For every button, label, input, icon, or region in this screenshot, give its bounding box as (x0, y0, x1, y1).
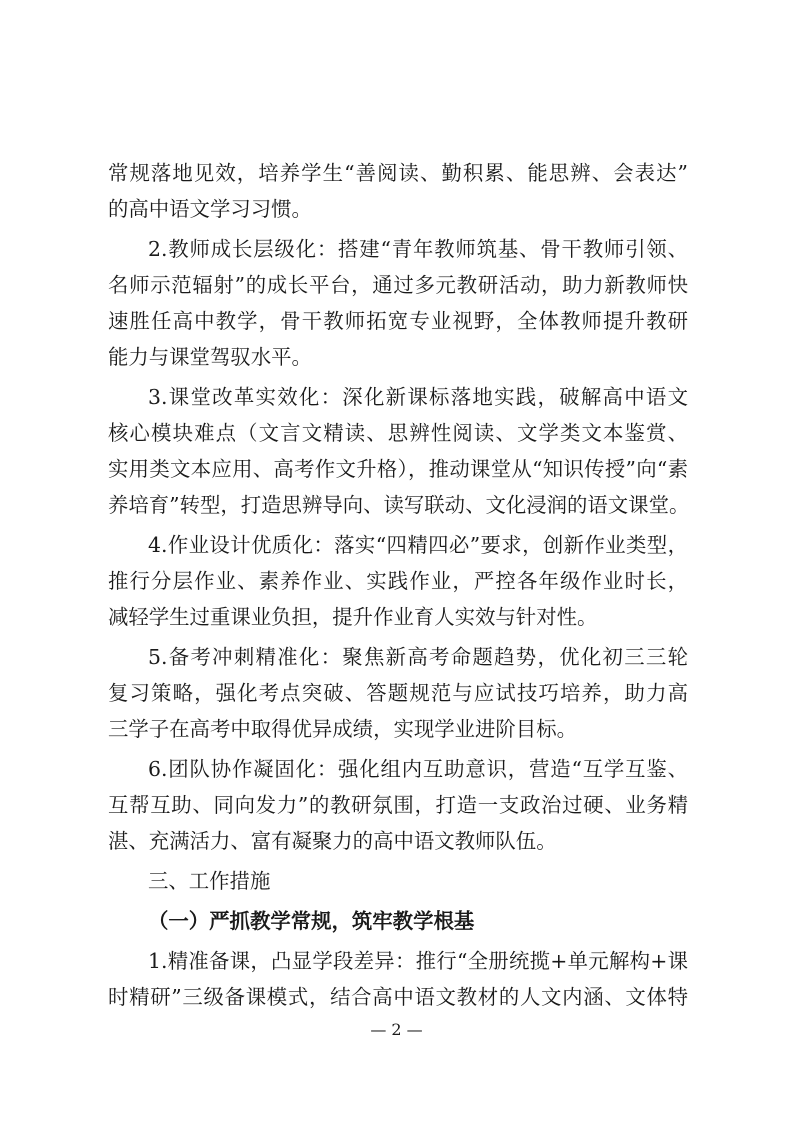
text-line: 6.团队协作凝固化：强化组内互助意识，营造“互学互鉴、 (148, 757, 688, 781)
text-line: （一）严抓教学常规，筑牢教学根基 (148, 909, 475, 933)
text-line: 时精研”三级备课模式，结合高中语文教材的人文内涵、文体特 (108, 985, 688, 1009)
text-line: 4.作业设计优质化：落实“四精四必”要求，创新作业类型， (148, 533, 688, 557)
text-line: 养培育”转型，打造思辨导向、读写联动、文化浸润的语文课堂。 (108, 493, 690, 517)
text-line: 减轻学生过重课业负担，提升作业育人实效与针对性。 (108, 605, 598, 629)
text-line: 能力与课堂驾驭水平。 (108, 345, 312, 369)
text-line: 湛、充满活力、富有凝聚力的高中语文教师队伍。 (108, 829, 557, 853)
text-line: 三、工作措施 (148, 869, 271, 893)
text-line: 5.备考冲刺精准化：聚焦新高考命题趋势，优化初三三轮 (148, 645, 688, 669)
text-line: 2.教师成长层级化：搭建“青年教师筑基、骨干教师引领、 (148, 237, 688, 261)
text-line: 速胜任高中教学，骨干教师拓宽专业视野，全体教师提升教研 (108, 309, 688, 333)
document-body (108, 155, 688, 1015)
page-number: — 2 — (370, 1020, 423, 1039)
text-line: 1.精准备课，凸显学段差异：推行“全册统揽+单元解构+课 (148, 949, 688, 973)
text-line: 复习策略，强化考点突破、答题规范与应试技巧培养，助力高 (108, 681, 688, 705)
text-line: 常规落地见效，培养学生“善阅读、勤积累、能思辨、会表达” (108, 161, 688, 185)
text-line: 3.课堂改革实效化：深化新课标落地实践，破解高中语文 (148, 385, 688, 409)
text-line: 的高中语文学习习惯。 (108, 197, 312, 221)
text-line: 核心模块难点（文言文精读、思辨性阅读、文学类文本鉴赏、 (108, 421, 688, 445)
text-line: 实用类文本应用、高考作文升格），推动课堂从“知识传授”向“素 (108, 457, 688, 481)
text-line: 名师示范辐射”的成长平台，通过多元教研活动，助力新教师快 (108, 273, 688, 297)
text-line: 互帮互助、同向发力”的教研氛围，打造一支政治过硬、业务精 (108, 793, 688, 817)
text-line: 推行分层作业、素养作业、实践作业，严控各年级作业时长， (108, 569, 688, 593)
text-line: 三学子在高考中取得优异成绩，实现学业进阶目标。 (108, 717, 577, 741)
